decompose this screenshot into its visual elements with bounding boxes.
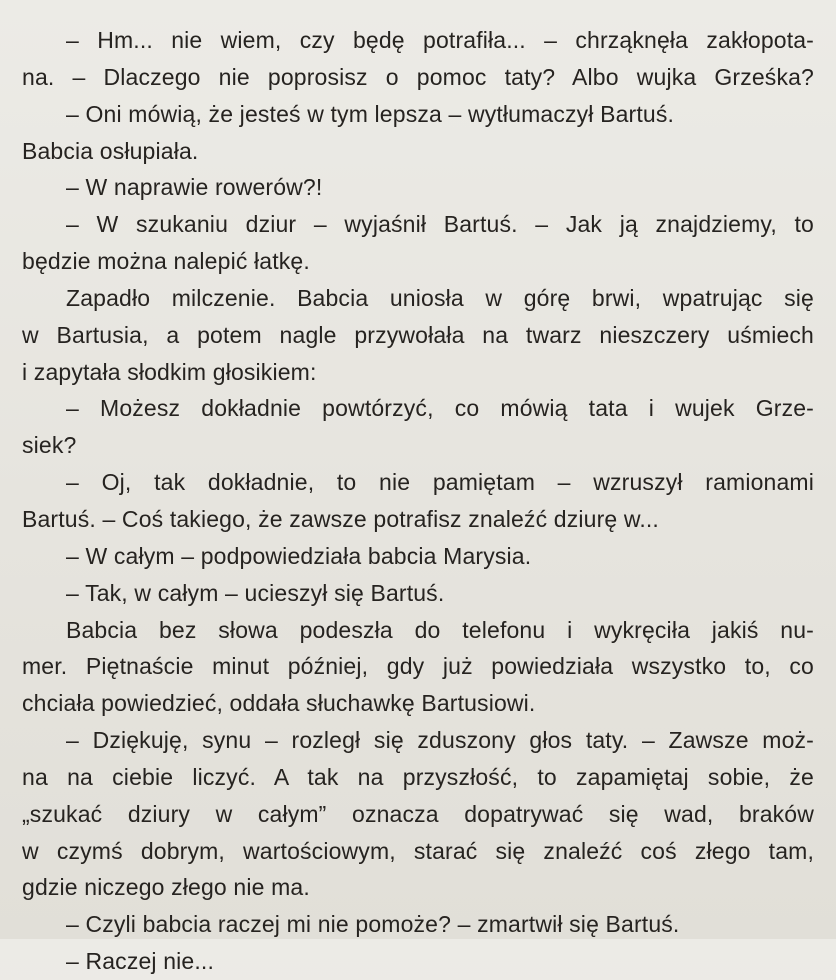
text-line: siek? xyxy=(22,432,77,459)
text-line: będzie można nalepić łatkę. xyxy=(22,248,310,275)
text-line: – Oni mówią, że jesteś w tym lepsza – wytłumaczył Bartuś. xyxy=(66,100,675,127)
text-line: – Czyli babcia raczej mi nie pomoże? – zmartwił się Bartuś. xyxy=(66,911,680,938)
text-line: i zapytała słodkim głosikiem: xyxy=(22,358,317,385)
text-line: „szukać dziury w całym” oznacza dopatrywać się wad, braków xyxy=(22,800,814,827)
story-text xyxy=(0,22,836,980)
text-line: – Hm... nie wiem, czy będę potrafiła... – chrząknęła zakłopota- xyxy=(66,27,814,53)
text-line: chciała powiedzieć, oddała słuchawkę Bartusiowi. xyxy=(22,690,536,717)
text-line: gdzie niczego złego nie ma. xyxy=(22,874,310,901)
text-line: w Bartusia, a potem nagle przywołała na twarz nieszczery uśmiech xyxy=(22,321,814,348)
text-line: Bartuś. – Coś takiego, że zawsze potrafisz znaleźć dziurę w... xyxy=(22,505,659,532)
text-line: Babcia bez słowa podeszła do telefonu i wykręciła jakiś nu- xyxy=(66,616,814,643)
text-line: – Możesz dokładnie powtórzyć, co mówią tata i wujek Grze- xyxy=(66,395,814,422)
text-line: – W naprawie rowerów?! xyxy=(66,174,323,201)
text-line: – Oj, tak dokładnie, to nie pamiętam – wzruszył ramionami xyxy=(66,469,814,496)
text-line: – Tak, w całym – ucieszył się Bartuś. xyxy=(66,579,445,606)
text-line: mer. Piętnaście minut później, gdy już powiedziała wszystko to, co xyxy=(22,653,814,680)
text-line: Babcia osłupiała. xyxy=(22,137,199,164)
text-line: – W całym – podpowiedziała babcia Marysia. xyxy=(66,542,532,569)
text-line: na na ciebie liczyć. A tak na przyszłość, to zapamiętaj sobie, że xyxy=(22,763,814,790)
text-line: w czymś dobrym, wartościowym, starać się znaleźć coś złego tam, xyxy=(22,837,814,864)
text-line: – W szukaniu dziur – wyjaśnił Bartuś. – Jak ją znajdziemy, to xyxy=(66,211,814,238)
text-line: – Raczej nie... xyxy=(66,948,214,975)
text-line: Zapadło milczenie. Babcia uniosła w górę brwi, wpatrując się xyxy=(66,284,814,311)
text-line: na. – Dlaczego nie poprosisz o pomoc taty? Albo wujka Grześka? xyxy=(22,63,814,90)
text-line: – Dziękuję, synu – rozległ się zduszony głos taty. – Zawsze moż- xyxy=(66,727,814,754)
